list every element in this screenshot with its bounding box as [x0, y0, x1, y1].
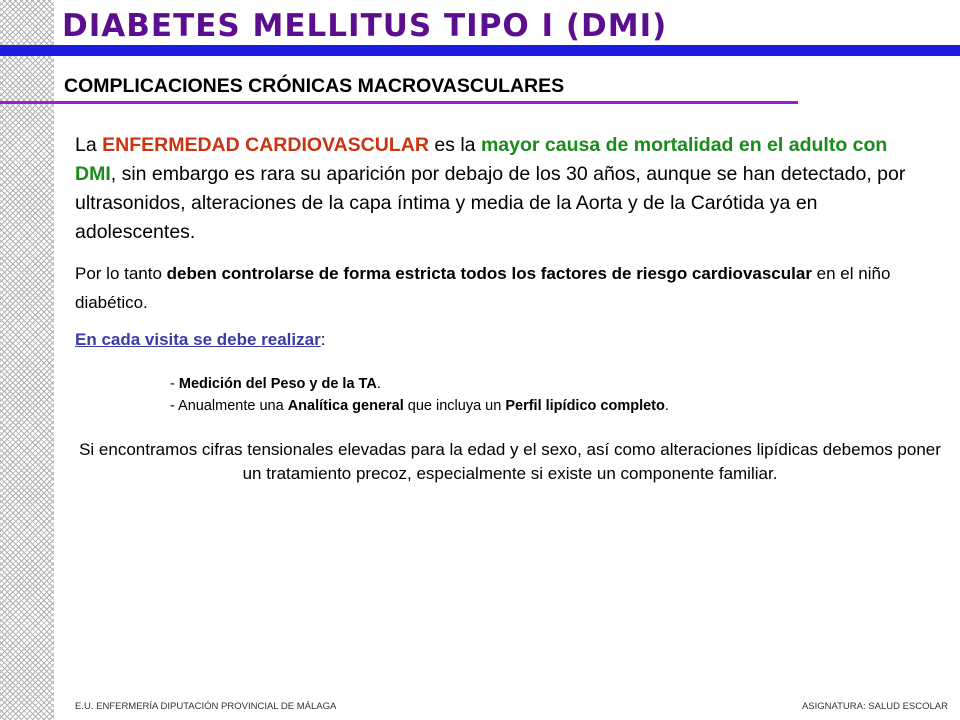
list-item: [170, 395, 669, 417]
hatched-side-border: [0, 0, 54, 720]
list-item-2-bold-1: Analítica general: [287, 398, 404, 414]
title-underline-bar: [0, 45, 960, 56]
visit-link[interactable]: En cada visita se debe realizar: [75, 330, 321, 349]
list-item: [170, 373, 669, 395]
slide-subtitle: COMPLICACIONES CRÓNICAS MACROVASCULARES: [64, 75, 565, 97]
list-item-1-suffix: .: [376, 376, 381, 392]
p1-highlight-green: mayor causa de mortalidad en el adulto con DMI: [75, 134, 888, 185]
p1-highlight-red: ENFERMEDAD CARDIOVASCULAR: [102, 134, 429, 156]
p2-text-1: Por lo tanto: [75, 264, 167, 283]
visit-colon: :: [320, 330, 326, 349]
paragraph-treatment: Si encontramos cifras tensionales elevadas para la edad y el sexo, así como alteraciones lipídicas debemos poner un tratamiento precoz, especialmente si existe un componente familiar.: [79, 440, 941, 483]
p1-text-2: es la: [428, 134, 481, 156]
list-item-1-prefix: -: [170, 376, 179, 392]
list-item-2-mid: que incluya un: [403, 398, 506, 414]
visit-checklist: [170, 373, 669, 417]
paragraph-cardiovascular: [75, 131, 920, 247]
list-item-2-bold-2: Perfil lipídico completo: [505, 398, 665, 414]
p2-bold: deben controlarse de forma estricta todos los factores de riesgo cardiovascular: [166, 264, 812, 283]
visit-heading: [75, 328, 325, 352]
p1-text-3: , sin embargo es rara su aparición por debajo de los 30 años, aunque se han detectado, por ultrasonidos, alteraciones de la capa íntima y media de la Aorta y de la Carótida ya en adolescentes.: [75, 163, 906, 243]
list-item-1-bold: Medición del Peso y de la TA: [178, 376, 377, 392]
subtitle-underline-bar: [0, 101, 798, 104]
footer-institution: E.U. ENFERMERÍA DIPUTACIÓN PROVINCIAL DE MÁLAGA: [75, 701, 337, 712]
p2-text-2: en el niño diabético.: [75, 264, 891, 312]
footer-subject: ASIGNATURA: SALUD ESCOLAR: [801, 701, 948, 712]
p1-text-1: La: [75, 134, 103, 156]
list-item-2-suffix: .: [664, 398, 669, 414]
slide-title: DIABETES MELLITUS TIPO I (DMI): [62, 8, 668, 44]
list-item-2-prefix: - Anualmente una: [170, 398, 288, 414]
paragraph-risk-factors: [75, 259, 905, 317]
